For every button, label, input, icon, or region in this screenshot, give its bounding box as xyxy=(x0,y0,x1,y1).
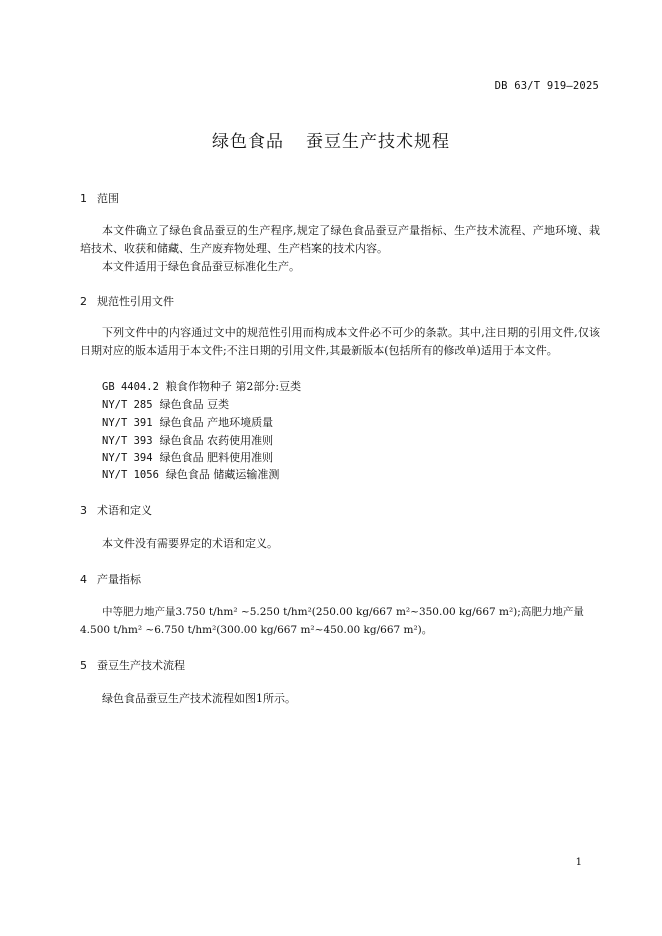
section-title: 蚕豆生产技术流程 xyxy=(97,659,185,672)
section-3-paragraph-1: 本文件没有需要界定的术语和定义。 xyxy=(102,537,278,550)
section-3-heading xyxy=(80,502,152,518)
title-part-1: 绿色食品 xyxy=(212,132,284,152)
title-part-2: 蚕豆生产技术规程 xyxy=(306,132,450,152)
section-2-heading xyxy=(80,293,174,309)
reference-code: NY/T 285 xyxy=(102,399,153,411)
section-title: 范围 xyxy=(97,192,119,205)
reference-code: NY/T 391 xyxy=(102,417,153,429)
section-number: 3 xyxy=(80,504,87,517)
reference-title: 绿色食品 产地环境质量 xyxy=(159,416,274,429)
reference-item xyxy=(102,378,301,394)
yield-line-1: 中等肥力地产量3.750 t/hm² ~5.250 t/hm²(250.00 kg/667 m²~350.00 kg/667 m²);高肥力地产量 xyxy=(102,606,584,618)
reference-code: GB 4404.2 xyxy=(102,381,159,393)
section-number: 4 xyxy=(80,573,87,586)
document-title xyxy=(0,127,662,152)
reference-title: 绿色食品 豆类 xyxy=(159,398,230,411)
reference-code: NY/T 394 xyxy=(102,452,153,464)
yield-line-2: 4.500 t/hm² ~6.750 t/hm²(300.00 kg/667 m²~450.00 kg/667 m²)。 xyxy=(80,624,433,636)
reference-code: NY/T 393 xyxy=(102,435,153,447)
page-number: 1 xyxy=(575,857,582,868)
reference-code: NY/T 1056 xyxy=(102,469,159,481)
section-1-heading xyxy=(80,190,119,206)
reference-item xyxy=(102,466,279,482)
section-5-paragraph-1: 绿色食品蚕豆生产技术流程如图1所示。 xyxy=(102,692,296,705)
section-1-paragraph-2: 本文件适用于绿色食品蚕豆标准化生产。 xyxy=(102,260,300,273)
reference-title: 绿色食品 农药使用准则 xyxy=(159,434,274,447)
section-number: 5 xyxy=(80,659,87,672)
reference-item xyxy=(102,396,229,412)
reference-item xyxy=(102,432,273,448)
section-4-heading xyxy=(80,571,141,587)
standard-code: DB 63/T 919—2025 xyxy=(494,80,599,92)
section-title: 规范性引用文件 xyxy=(97,295,174,308)
reference-item xyxy=(102,449,273,465)
reference-title: 粮食作物种子 第2部分:豆类 xyxy=(165,380,302,393)
section-2-paragraph-1: 下列文件中的内容通过文中的规范性引用而构成本文件必不可少的条款。其中,注日期的引用文件,仅该日期对应的版本适用于本文件;不注日期的引用文件,其最新版本(包括所有的修改单)适用于本文件。 xyxy=(80,326,600,357)
section-number: 2 xyxy=(80,295,87,308)
reference-title: 绿色食品 储藏运输准测 xyxy=(165,468,280,481)
reference-title: 绿色食品 肥料使用准则 xyxy=(159,451,274,464)
section-5-heading xyxy=(80,657,185,673)
section-title: 产量指标 xyxy=(97,573,141,586)
section-title: 术语和定义 xyxy=(97,504,152,517)
reference-item xyxy=(102,414,273,430)
section-number: 1 xyxy=(80,192,87,205)
section-1-paragraph-1: 本文件确立了绿色食品蚕豆的生产程序,规定了绿色食品蚕豆产量指标、生产技术流程、产地环境、栽培技术、收获和储藏、生产废弃物处理、生产档案的技术内容。 xyxy=(80,224,600,255)
